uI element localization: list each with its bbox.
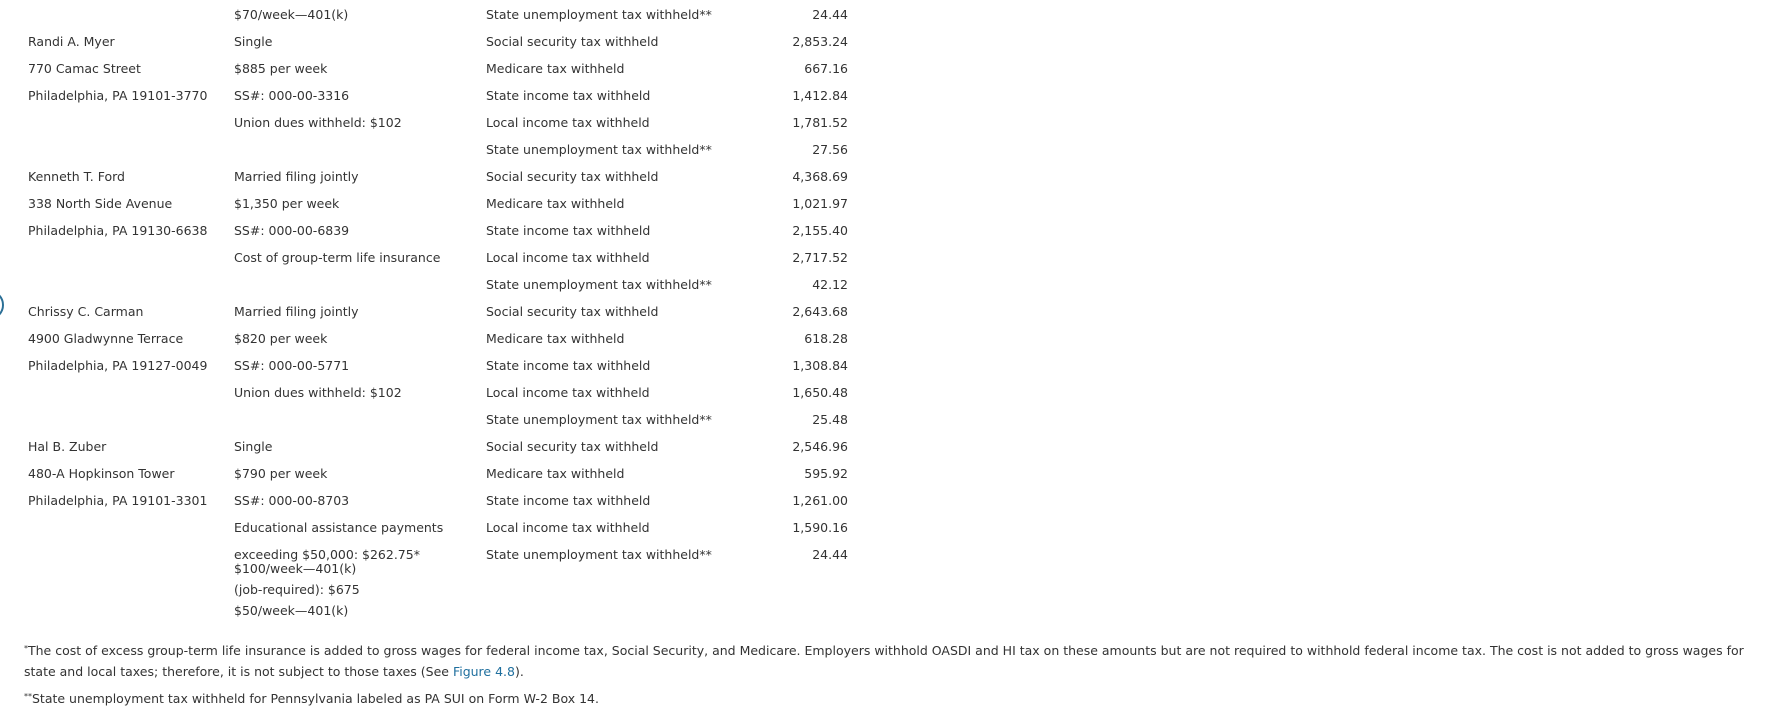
- withholding-amount-cell: 42.12: [812, 277, 848, 292]
- employee-name-address-cell: Philadelphia, PA 19130-6638: [28, 223, 208, 238]
- scroll-anchor-circle[interactable]: [0, 290, 4, 320]
- withholding-type-cell: State unemployment tax withheld**: [486, 547, 712, 562]
- withholding-type-cell: Local income tax withheld: [486, 520, 650, 535]
- table-row: [28, 432, 848, 459]
- employee-info-cell: $790 per week: [234, 466, 328, 481]
- withholding-amount-cell: 1,261.00: [792, 493, 848, 508]
- table-row: [28, 216, 848, 243]
- withholding-type-cell: Social security tax withheld: [486, 304, 659, 319]
- table-row: [28, 486, 848, 513]
- employee-name-address-cell: 338 North Side Avenue: [28, 196, 173, 211]
- table-row: [28, 162, 848, 189]
- withholding-type-cell: Medicare tax withheld: [486, 331, 625, 346]
- withholding-amount-cell: 2,717.52: [792, 250, 848, 265]
- footnote-marker: **: [24, 692, 32, 701]
- employee-info-cell: SS#: 000-00-3316: [234, 88, 350, 103]
- table-row: [28, 81, 848, 108]
- withholding-amount-cell: 27.56: [812, 142, 848, 157]
- table-row: [28, 54, 848, 81]
- table-row: [28, 243, 848, 270]
- employee-name-address-cell: Philadelphia, PA 19101-3301: [28, 493, 208, 508]
- employee-info-cell: Single: [234, 34, 273, 49]
- table-row: [28, 540, 848, 567]
- withholding-amount-cell: 2,546.96: [792, 439, 848, 454]
- withholding-type-cell: Medicare tax withheld: [486, 61, 625, 76]
- withholding-amount-cell: 2,853.24: [792, 34, 848, 49]
- withholding-amount-cell: 1,021.97: [792, 196, 848, 211]
- withholding-type-cell: State unemployment tax withheld**: [486, 277, 712, 292]
- table-row: [28, 189, 848, 216]
- table-row: [28, 0, 848, 27]
- employee-name-address-cell: Philadelphia, PA 19127-0049: [28, 358, 208, 373]
- table-row: [28, 378, 848, 405]
- withholding-amount-cell: 4,368.69: [792, 169, 848, 184]
- withholding-amount-cell: 1,650.48: [792, 385, 848, 400]
- footnote-marker: *: [24, 644, 28, 653]
- employee-name-address-cell: 480-A Hopkinson Tower: [28, 466, 175, 481]
- employee-name-address-cell: Chrissy C. Carman: [28, 304, 144, 319]
- footnote-text: The cost of excess group-term life insurance is added to gross wages for federal income tax, Social Security, and Medicare. Employers withhold OASDI and HI tax on these amounts but are not required to withhold federal income tax. The cost is not added to gross wages for state and local taxes; therefore, it is not subject to those taxes (See: [24, 643, 1744, 679]
- employee-name-address-cell: Hal B. Zuber: [28, 439, 107, 454]
- employee-info-cell: Union dues withheld: $102: [234, 115, 402, 130]
- withholding-type-cell: Medicare tax withheld: [486, 196, 625, 211]
- withholding-amount-cell: 1,308.84: [792, 358, 848, 373]
- footnote-1: [24, 640, 1764, 682]
- continuation-line: $100/week—401(k): [234, 561, 357, 576]
- withholding-amount-cell: 1,590.16: [792, 520, 848, 535]
- withholding-amount-cell: 2,643.68: [792, 304, 848, 319]
- withholding-type-cell: State unemployment tax withheld**: [486, 142, 712, 157]
- withholding-amount-cell: 667.16: [804, 61, 848, 76]
- table-row: [28, 270, 848, 297]
- employee-name-address-cell: Randi A. Myer: [28, 34, 115, 49]
- table-row: [28, 351, 848, 378]
- employee-info-cell: SS#: 000-00-8703: [234, 493, 350, 508]
- employee-info-cell: Married filing jointly: [234, 169, 359, 184]
- footnotes: [24, 640, 1764, 715]
- table-row: [28, 27, 848, 54]
- employee-info-cell: $70/week—401(k): [234, 7, 349, 22]
- table-row: [28, 135, 848, 162]
- footnote-text-end: ).: [514, 664, 524, 679]
- withholding-type-cell: Social security tax withheld: [486, 34, 659, 49]
- table-row: [28, 108, 848, 135]
- withholding-type-cell: State unemployment tax withheld**: [486, 412, 712, 427]
- withholding-type-cell: Local income tax withheld: [486, 385, 650, 400]
- figure-link[interactable]: Figure 4.8: [452, 664, 515, 679]
- employee-info-cell: $820 per week: [234, 331, 328, 346]
- continuation-line: (job-required): $675: [234, 582, 360, 597]
- employee-info-cell: Cost of group-term life insurance: [234, 250, 441, 265]
- withholding-amount-cell: 24.44: [812, 7, 848, 22]
- table-row: [28, 297, 848, 324]
- withholding-amount-cell: 1,781.52: [792, 115, 848, 130]
- employee-name-address-cell: Kenneth T. Ford: [28, 169, 125, 184]
- table-row: [28, 405, 848, 432]
- employee-name-address-cell: 4900 Gladwynne Terrace: [28, 331, 184, 346]
- footnote-2: [24, 688, 1764, 709]
- withholding-amount-cell: 595.92: [804, 466, 848, 481]
- withholding-amount-cell: 25.48: [812, 412, 848, 427]
- withholding-amount-cell: 1,412.84: [792, 88, 848, 103]
- employee-info-cell: $1,350 per week: [234, 196, 340, 211]
- withholding-amount-cell: 2,155.40: [792, 223, 848, 238]
- withholding-type-cell: State income tax withheld: [486, 493, 651, 508]
- withholding-type-cell: Local income tax withheld: [486, 250, 650, 265]
- table-row: [28, 459, 848, 486]
- employee-name-address-cell: 770 Camac Street: [28, 61, 141, 76]
- withholding-type-cell: Medicare tax withheld: [486, 466, 625, 481]
- withholding-amount-cell: 618.28: [804, 331, 848, 346]
- employee-info-cell: Educational assistance payments: [234, 520, 444, 535]
- employee-info-cell: SS#: 000-00-5771: [234, 358, 350, 373]
- withholding-type-cell: Local income tax withheld: [486, 115, 650, 130]
- employee-info-cell: Single: [234, 439, 273, 454]
- employee-info-continuation: [234, 558, 360, 621]
- withholding-type-cell: State unemployment tax withheld**: [486, 7, 712, 22]
- table-row: [28, 513, 848, 540]
- employee-name-address-cell: Philadelphia, PA 19101-3770: [28, 88, 208, 103]
- continuation-line: $50/week—401(k): [234, 603, 349, 618]
- employee-info-cell: exceeding $50,000: $262.75*: [234, 547, 420, 562]
- employee-info-cell: Married filing jointly: [234, 304, 359, 319]
- employee-info-cell: SS#: 000-00-6839: [234, 223, 350, 238]
- withholding-type-cell: State income tax withheld: [486, 88, 651, 103]
- withholding-type-cell: Social security tax withheld: [486, 169, 659, 184]
- employee-info-cell: $885 per week: [234, 61, 328, 76]
- withholding-type-cell: State income tax withheld: [486, 223, 651, 238]
- table-row: [28, 324, 848, 351]
- withholding-amount-cell: 24.44: [812, 547, 848, 562]
- withholding-type-cell: State income tax withheld: [486, 358, 651, 373]
- footnote-text: State unemployment tax withheld for Pennsylvania labeled as PA SUI on Form W-2 Box 14.: [32, 691, 599, 706]
- withholding-type-cell: Social security tax withheld: [486, 439, 659, 454]
- employee-withholding-table: [28, 0, 848, 567]
- employee-info-cell: Union dues withheld: $102: [234, 385, 402, 400]
